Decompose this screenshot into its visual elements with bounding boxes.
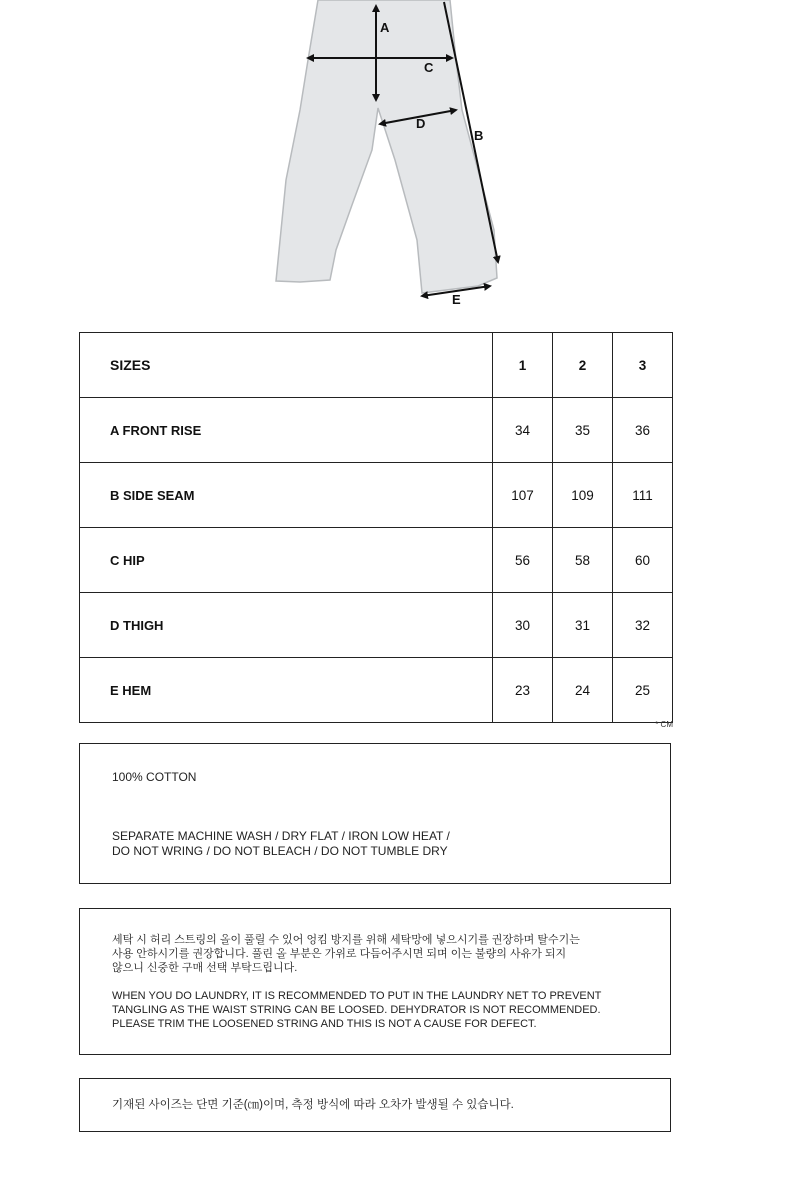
laundry-notice-box [79,908,671,1055]
dimension-label-d: D [416,116,426,131]
measurement-label: E HEM [80,658,493,723]
size-note-box [79,1078,671,1132]
measurement-value: 111 [613,463,673,528]
table-row [80,593,673,658]
notice-ko-line: 세탁 시 허리 스트링의 올이 풀릴 수 있어 엉킴 방지를 위해 세탁망에 넣으시기를 권장하며 탈수기는 [112,934,580,946]
size-table-header-label: SIZES [80,333,493,398]
measurement-value: 30 [493,593,553,658]
notice-korean [112,933,650,975]
care-instructions-box [79,743,671,884]
measurement-value: 25 [613,658,673,723]
measurement-value: 34 [493,398,553,463]
measurement-label: D THIGH [80,593,493,658]
measurement-value: 60 [613,528,673,593]
measurement-label: C HIP [80,528,493,593]
measurement-label: A FRONT RISE [80,398,493,463]
measurement-value: 107 [493,463,553,528]
care-line-1: SEPARATE MACHINE WASH / DRY FLAT / IRON LOW HEAT / [112,829,450,843]
measurement-value: 56 [493,528,553,593]
notice-en-line: WHEN YOU DO LAUNDRY, IT IS RECOMMENDED TO PUT IN THE LAUNDRY NET TO PREVENT [112,990,602,1002]
table-row [80,398,673,463]
measurement-value: 36 [613,398,673,463]
size-table-header-row [80,333,673,398]
care-line-2: DO NOT WRING / DO NOT BLEACH / DO NOT TUMBLE DRY [112,844,448,858]
size-header-1: 1 [493,333,553,398]
measurement-value: 31 [553,593,613,658]
notice-en-line: TANGLING AS THE WAIST STRING CAN BE LOOSED. DEHYDRATOR IS NOT RECOMMENDED. [112,1004,601,1016]
unit-note: * CM [655,720,673,729]
table-row [80,658,673,723]
size-header-2: 2 [553,333,613,398]
pants-icon [276,0,497,293]
measurement-label: B SIDE SEAM [80,463,493,528]
material-text: 100% COTTON [112,770,197,784]
notice-english [112,989,650,1031]
measurement-value: 58 [553,528,613,593]
dimension-label-c: C [424,60,434,75]
notice-ko-line: 사용 안하시기를 권장합니다. 풀린 올 부분은 가위로 다듬어주시면 되며 이는 불량의 사유가 되지 [112,948,567,960]
size-note-text: 기재된 사이즈는 단면 기준(㎝)이며, 측정 방식에 따라 오차가 발생될 수 있습니다. [112,1098,514,1111]
table-row [80,528,673,593]
measurement-value: 24 [553,658,613,723]
table-row [80,463,673,528]
notice-ko-line: 않으니 신중한 구매 선택 부탁드립니다. [112,962,298,974]
dimension-label-a: A [380,20,390,35]
measurement-value: 32 [613,593,673,658]
notice-en-line: PLEASE TRIM THE LOOSENED STRING AND THIS IS NOT A CAUSE FOR DEFECT. [112,1018,537,1030]
measurement-value: 35 [553,398,613,463]
size-table [79,332,673,723]
dimension-label-b: B [474,128,484,143]
size-header-3: 3 [613,333,673,398]
dimension-label-e: E [452,292,461,307]
measurement-value: 23 [493,658,553,723]
pants-measurement-illustration [0,0,808,320]
measurement-value: 109 [553,463,613,528]
